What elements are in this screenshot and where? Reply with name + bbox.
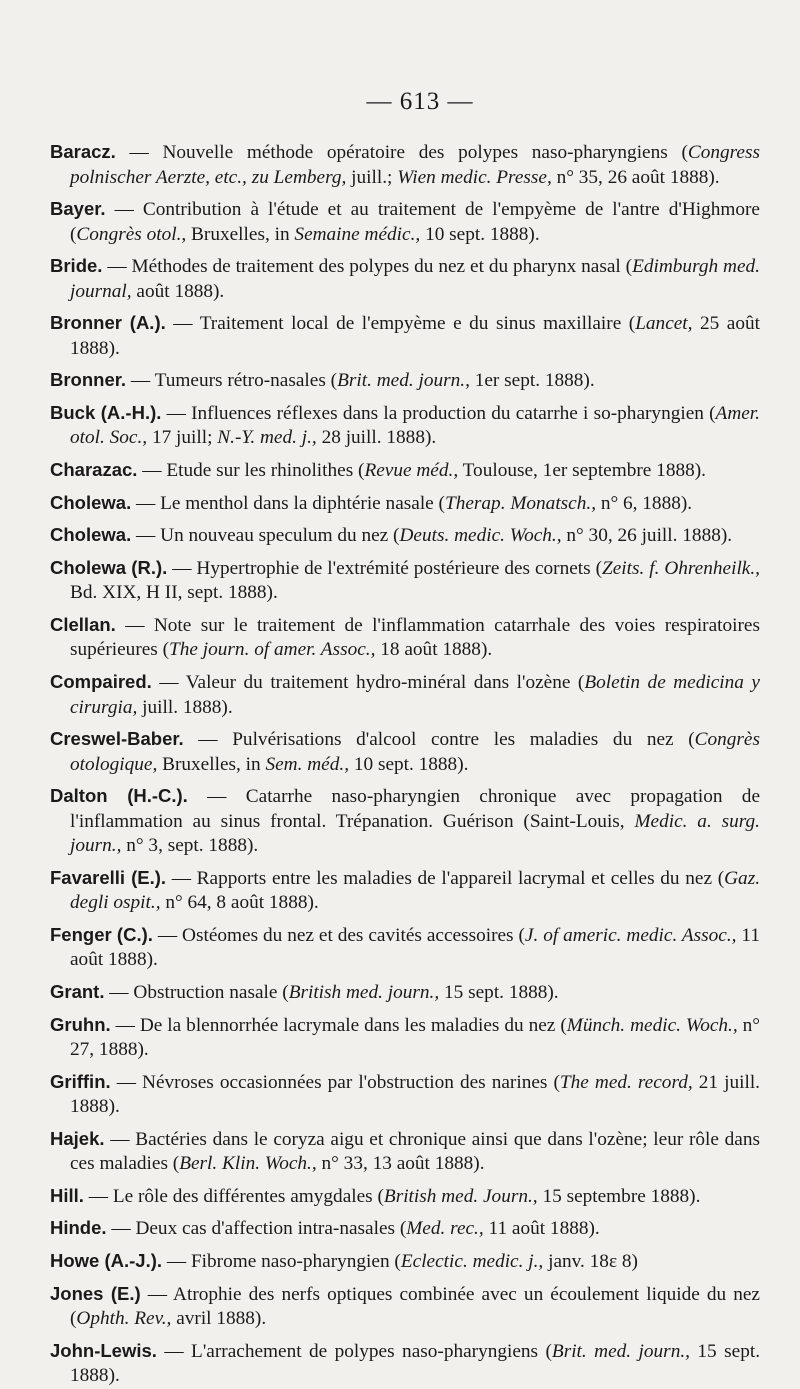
entry-source-title: Gaz. degli ospit.,: [70, 867, 761, 914]
entry-text: 1er sept. 1888).: [469, 370, 595, 392]
entry-author: Bayer.: [50, 198, 106, 220]
entry-source-title: Wien medic. Presse,: [397, 166, 552, 188]
entry-source-title: Brit. med. journ.,: [551, 1340, 690, 1362]
entry-text: n° 6, 1888).: [596, 492, 693, 514]
entry-author: Cholewa.: [50, 491, 132, 513]
entry-source-title: Semaine médic.,: [294, 223, 421, 245]
entry-text: Toulouse, 1er septembre 1888).: [458, 460, 706, 482]
entry-author: Charazac.: [50, 459, 138, 481]
entry-author: John-Lewis.: [50, 1339, 157, 1361]
entry-text: — Pulvérisations d'alcool contre les maladies du nez (: [183, 729, 695, 751]
entry-text: 18 août 1888).: [375, 639, 493, 661]
entry-source-title: Revue méd.,: [364, 460, 459, 482]
entry-text: n° 27, 1888).: [70, 1014, 761, 1061]
entry-text: 15 sept. 1888).: [439, 982, 559, 1003]
entry-text: — Obstruction nasale (: [104, 982, 289, 1003]
entry-text: — Névroses occasionnées par l'obstruction des narines (: [110, 1071, 560, 1093]
entry-author: Griffin.: [50, 1070, 111, 1092]
entry-source-title: Congrès otol.,: [76, 223, 187, 245]
entry-text: 28 juill. 1888).: [316, 427, 437, 449]
entry-text: 21 juill. 1888).: [70, 1071, 760, 1118]
entry-source-title: British med. Journ.,: [383, 1185, 538, 1207]
entry-author: Cholewa (R.).: [50, 556, 168, 578]
entry-text: — Traitement local de l'empyème e du sinus maxillaire (: [165, 313, 636, 335]
entry-text: — Nouvelle méthode opératoire des polypes naso-pharyngiens (: [115, 142, 688, 163]
entry-author: Hinde.: [50, 1217, 107, 1239]
entry-text: juill.;: [346, 166, 398, 188]
bibliography-entry: [50, 491, 760, 517]
entry-author: Dalton (H.-C.).: [50, 785, 188, 807]
bibliography-entry: [50, 401, 760, 451]
entry-text: — Influences réflexes dans la production du catarrhe i so-pharyngien (: [161, 402, 716, 424]
entry-text: n° 30, 26 juill. 1888).: [561, 525, 733, 547]
entry-text: — Fibrome naso-pharyngien (: [162, 1251, 401, 1273]
bibliography-entry: [50, 980, 760, 1006]
entry-source-title: British med. journ.,: [288, 982, 440, 1003]
entry-author: Gruhn.: [50, 1013, 111, 1035]
bibliography-entry: [50, 670, 760, 720]
entry-text: — Rapports entre les maladies de l'appareil lacrymal et celles du nez (: [166, 867, 725, 889]
entry-text: Bd. XIX, H II, sept. 1888).: [70, 582, 278, 604]
entry-text: — Ostéomes du nez et des cavités accessoires (: [152, 924, 525, 946]
entry-text: Bruxelles, in: [157, 753, 266, 775]
entry-text: — Note sur le traitement de l'inflammation catarrhale des voies respiratoires supérieures (: [70, 614, 760, 661]
entry-source-title: Edimburgh med. journal,: [70, 256, 760, 302]
bibliography-entry: [50, 613, 760, 663]
bibliography-entry: [50, 784, 760, 859]
bibliography-entry: [50, 923, 760, 973]
entry-source-title: Amer. otol. Soc.,: [70, 402, 760, 449]
entry-source-title: Deuts. medic. Woch.,: [399, 525, 562, 547]
entry-text: 11 août 1888).: [70, 924, 760, 971]
entry-author: Favarelli (E.).: [50, 866, 167, 888]
entry-source-title: Congress polnischer Aerzte, etc., zu Lemberg,: [70, 142, 760, 188]
entry-text: 15 sept. 1888).: [70, 1340, 761, 1387]
entry-text: n° 3, sept. 1888).: [121, 835, 259, 857]
entry-text: août 1888).: [131, 280, 225, 302]
entry-text: — Méthodes de traitement des polypes du nez et du pharynx nasal (: [102, 256, 633, 278]
entry-author: Hill.: [50, 1184, 84, 1206]
entry-author: Bronner.: [50, 369, 127, 391]
entry-text: Bruxelles, in: [186, 223, 295, 245]
entry-text: 25 août 1888).: [70, 313, 760, 359]
entry-author: Compaired.: [50, 671, 152, 693]
entry-text: 10 sept. 1888).: [420, 223, 540, 245]
entry-author: Howe (A.-J.).: [50, 1250, 163, 1272]
entry-text: — Atrophie des nerfs optiques combinée avec un écoulement liquide du nez (: [70, 1283, 760, 1330]
entry-text: — Etude sur les rhinolithes (: [137, 460, 365, 482]
bibliography-entry: [50, 311, 760, 361]
bibliography-list: [50, 140, 760, 1389]
bibliography-entry: [50, 1184, 760, 1210]
entry-source-title: J. of americ. medic. Assoc.,: [524, 924, 737, 946]
bibliography-entry: [50, 556, 760, 606]
entry-text: juill. 1888).: [137, 696, 233, 718]
entry-text: 17 juill;: [147, 427, 218, 449]
entry-source-title: Sem. méd.,: [265, 753, 350, 775]
bibliography-entry: [50, 523, 760, 549]
bibliography-entry: [50, 1216, 760, 1242]
entry-author: Baracz.: [50, 141, 116, 162]
bibliography-entry: [50, 368, 760, 394]
entry-source-title: Zeits. f. Ohrenheilk.,: [602, 557, 760, 579]
entry-author: Buck (A.-H.).: [50, 401, 162, 423]
entry-text: n° 33, 13 août 1888).: [316, 1153, 485, 1175]
entry-text: n° 35, 26 août 1888).: [551, 166, 720, 188]
entry-text: — Le menthol dans la diphtérie nasale (: [131, 492, 445, 514]
entry-text: n° 64, 8 août 1888).: [160, 892, 319, 914]
entry-text: 11 août 1888).: [483, 1218, 600, 1240]
entry-author: Creswel-Baber.: [50, 728, 184, 750]
entry-text: — L'arrachement de polypes naso-pharyngiens (: [156, 1340, 552, 1362]
entry-text: — Deux cas d'affection intra-nasales (: [106, 1218, 407, 1240]
entry-source-title: The journ. of amer. Assoc.,: [169, 639, 376, 661]
entry-source-title: The med. record,: [559, 1071, 693, 1093]
entry-text: 15 septembre 1888).: [537, 1185, 701, 1207]
entry-author: Fenger (C.).: [50, 923, 153, 945]
entry-author: Cholewa.: [50, 524, 132, 546]
entry-text: — Catarrhe naso-pharyngien chronique avec propagation de l'inflammation au sinus frontal. Trépanation. Guérison (Saint-Louis,: [70, 786, 760, 832]
entry-source-title: Eclectic. medic. j.,: [400, 1251, 544, 1273]
bibliography-entry: [50, 1282, 760, 1332]
bibliography-entry: [50, 727, 760, 777]
entry-text: — Tumeurs rétro-nasales (: [126, 370, 338, 392]
bibliography-entry: [50, 197, 760, 247]
bibliography-entry: [50, 866, 760, 916]
entry-source-title: Med. rec.,: [406, 1218, 484, 1240]
entry-author: Jones (E.): [50, 1282, 141, 1304]
entry-source-title: Congrès otologique,: [70, 729, 760, 775]
entry-text: — Hypertrophie de l'extrémité postérieure des cornets (: [167, 557, 602, 579]
entry-source-title: Berl. Klin. Woch.,: [179, 1153, 317, 1175]
entry-author: Grant.: [50, 981, 105, 1002]
entry-text: — Le rôle des différentes amygdales (: [83, 1185, 384, 1207]
entry-text: avril 1888).: [171, 1308, 267, 1330]
entry-author: Hajek.: [50, 1127, 105, 1149]
entry-text: janv. 18ε 8): [543, 1251, 638, 1273]
bibliography-entry: [50, 254, 760, 304]
bibliography-entry: [50, 1339, 760, 1389]
entry-source-title: Therap. Monatsch.,: [444, 492, 597, 514]
bibliography-entry: [50, 140, 760, 190]
entry-source-title: Medic. a. surg. journ.,: [70, 810, 760, 857]
bibliography-entry: [50, 1013, 760, 1063]
entry-text: — Un nouveau speculum du nez (: [131, 525, 400, 547]
entry-source-title: Brit. med. journ.,: [337, 370, 470, 392]
entry-author: Bride.: [50, 255, 103, 277]
entry-text: 10 sept. 1888).: [349, 753, 469, 775]
entry-source-title: Boletin de medicina y cirurgia,: [70, 672, 760, 718]
page-number: — 613 —: [366, 88, 474, 115]
bibliography-entry: [50, 1070, 760, 1120]
entry-author: Clellan.: [50, 613, 116, 635]
entry-text: — Bactéries dans le coryza aigu et chronique ainsi que dans l'ozène; leur rôle dans ces maladies (: [70, 1128, 760, 1175]
bibliography-entry: [50, 458, 760, 484]
entry-text: — Contribution à l'étude et au traitement de l'empyème de l'antre d'Highmore (: [70, 199, 760, 245]
entry-source-title: Münch. medic. Woch.,: [566, 1014, 738, 1036]
entry-source-title: Lancet,: [635, 313, 693, 335]
bibliography-entry: [50, 1249, 760, 1275]
entry-source-title: N.-Y. med. j.,: [217, 427, 317, 449]
entry-text: — Valeur du traitement hydro-minéral dans l'ozène (: [151, 672, 585, 694]
entry-text: — De la blennorrhée lacrymale dans les maladies du nez (: [110, 1014, 567, 1036]
bibliography-entry: [50, 1127, 760, 1177]
entry-author: Bronner (A.).: [50, 312, 166, 334]
entry-source-title: Ophth. Rev.,: [76, 1308, 172, 1330]
